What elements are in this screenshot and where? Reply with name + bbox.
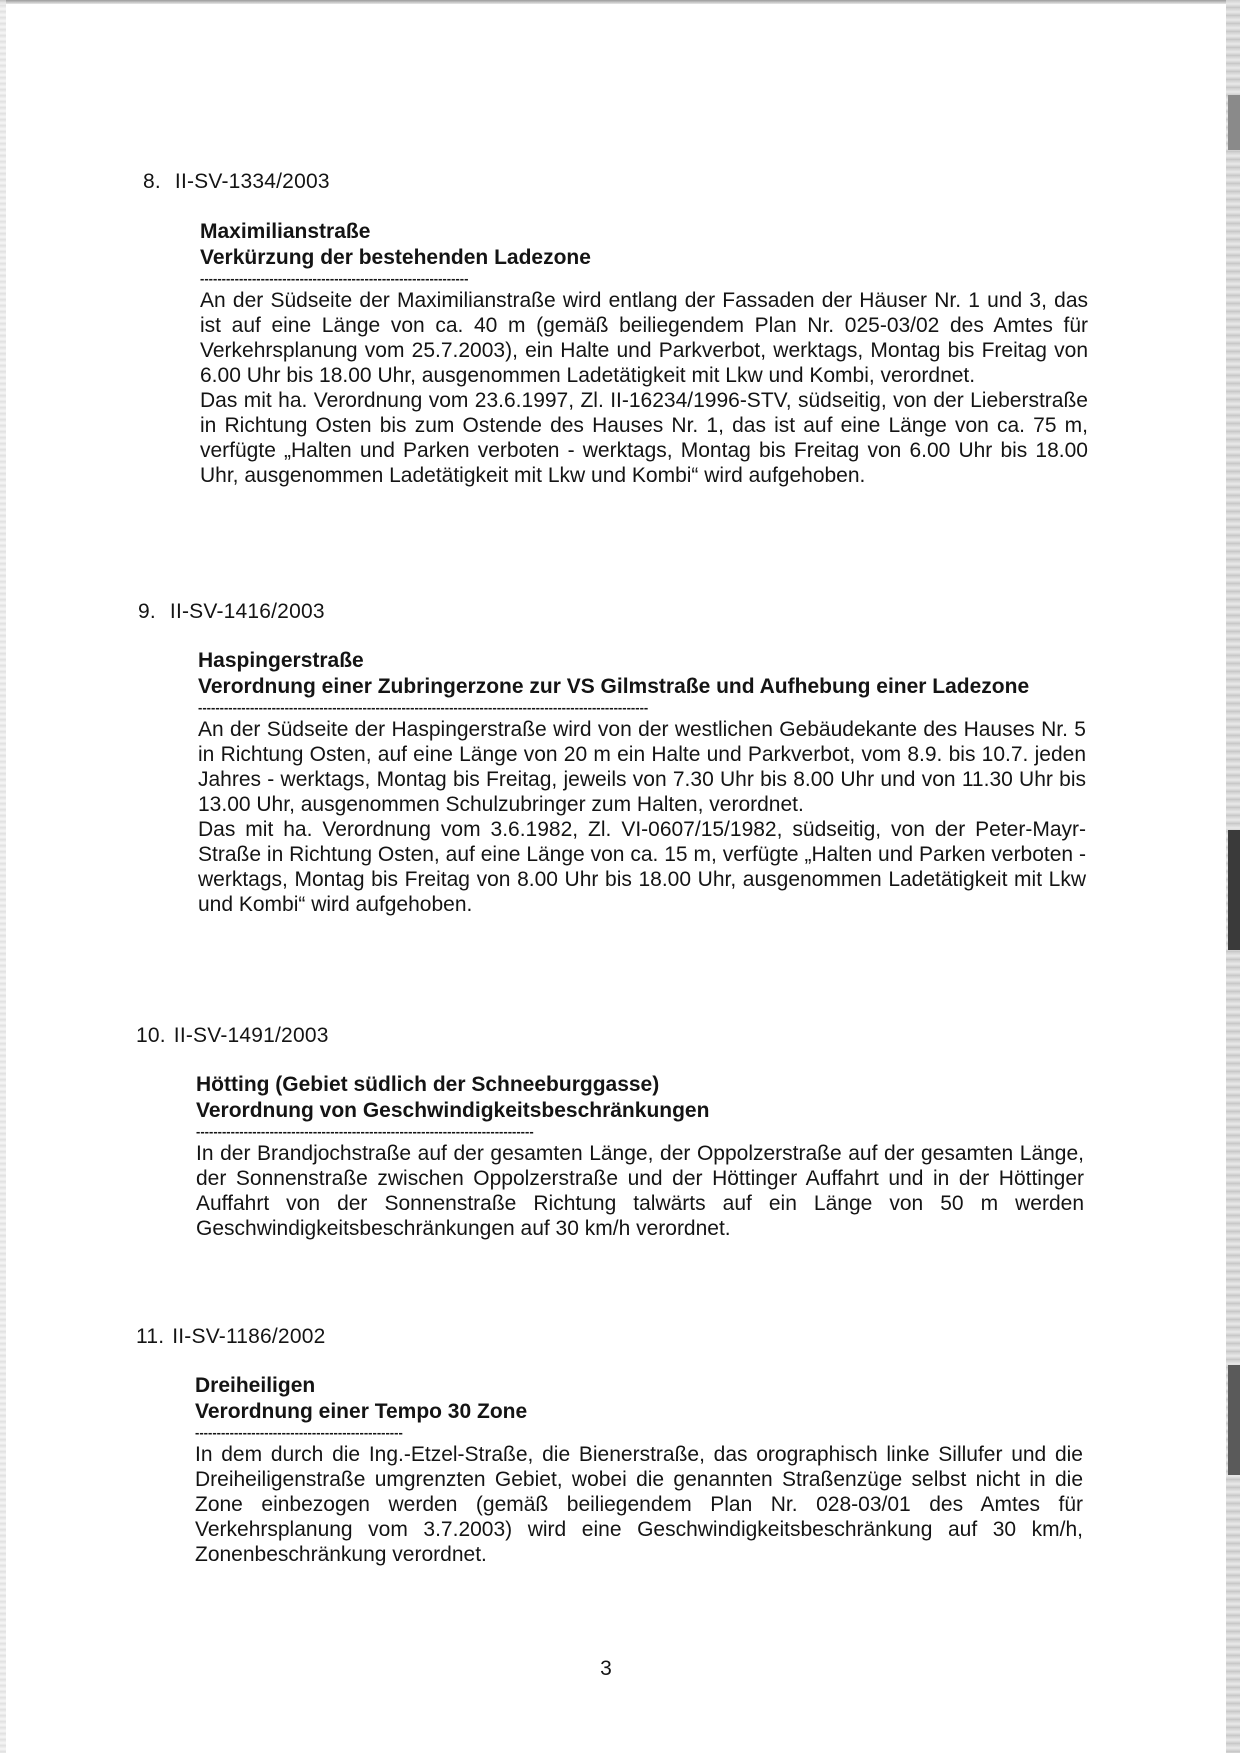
- body-paragraph: In der Brandjochstraße auf der gesamten Länge, der Oppolzerstraße auf der gesamten Länge, der Sonnenstraße zwischen Oppolzerstraße und der Höttinger Auffahrt und in der Höttinger Auffahrt von der Sonnenstraße Richtung talwärts auf ein Länge von 50 m werden Geschwindigkeitsbeschränkungen auf 30 km/h verordnet.: [196, 1142, 1084, 1240]
- body-paragraph: In dem durch die Ing.-Etzel-Straße, die Bienerstraße, das orographisch linke Sillufer und die Dreiheiligenstraße umgrenzten Gebiet, wobei die genannten Straßenzüge selbst nicht in die Zone einbezogen werden (gemäß beiliegendem Plan Nr. 028-03/01 des Amtes für Verkehrsplanung vom 3.7.2003) wird eine Geschwindigkeitsbeschränkung auf 30 km/h, Zonenbeschränkung verordnet.: [195, 1443, 1083, 1566]
- item-subtitle: Verordnung von Geschwindigkeitsbeschränkungen: [196, 1099, 710, 1122]
- scan-mark: [1228, 95, 1240, 150]
- title-underline: ------------------------------------------------: [195, 1426, 403, 1440]
- item-body: [196, 1141, 1084, 1241]
- body-paragraph: Das mit ha. Verordnung vom 3.6.1982, Zl. VI-0607/15/1982, südseitig, von der Peter-Mayr-Straße in Richtung Osten, auf eine Länge von ca. 15 m, verfügte „Halten und Parken verboten - werktags, Montag bis Freitag von 8.00 Uhr bis 18.00 Uhr, ausgenommen Ladetätigkeit mit Lkw und Kombi“ wird aufgehoben.: [198, 818, 1086, 916]
- item-title: Dreiheiligen: [195, 1374, 316, 1397]
- item-reference-code: II-SV-1334/2003: [174, 170, 330, 193]
- item-body: [200, 288, 1088, 488]
- page-number: 3: [600, 1657, 612, 1680]
- title-underline: --------------------------------------------------------------------------------------------------------: [198, 701, 649, 715]
- scan-mark: [1228, 830, 1240, 950]
- body-paragraph: Das mit ha. Verordnung vom 23.6.1997, Zl. II-16234/1996-STV, südseitig, von der Lieberstraße in Richtung Osten bis zum Ostende des Hauses Nr. 1, das ist auf eine Länge von ca. 75 m, verfügte „Halten und Parken verboten - werktags, Montag bis Freitag von 6.00 Uhr bis 18.00 Uhr, ausgenommen Ladetätigkeit mit Lkw und Kombi“ wird aufgehoben.: [200, 389, 1088, 487]
- item-number: 10.: [136, 1024, 166, 1047]
- item-block-10: [196, 1072, 1084, 1241]
- item-block-8: [200, 219, 1088, 488]
- item-subtitle: Verordnung einer Zubringerzone zur VS Gilmstraße und Aufhebung einer Ladezone: [198, 675, 1030, 698]
- item-subtitle: Verkürzung der bestehenden Ladezone: [200, 246, 591, 269]
- item-body: [195, 1442, 1083, 1567]
- item-reference-code: II-SV-1186/2002: [172, 1325, 326, 1348]
- scan-edge-top: [0, 0, 1240, 4]
- body-paragraph: An der Südseite der Maximilianstraße wird entlang der Fassaden der Häuser Nr. 1 und 3, das ist auf eine Länge von ca. 40 m (gemäß beiliegendem Plan Nr. 025-03/02 des Amtes für Verkehrsplanung vom 25.7.2003), ein Halte und Parkverbot, werktags, Montag bis Freitag von 6.00 Uhr bis 18.00 Uhr, ausgenommen Ladetätigkeit mit Lkw und Kombi, verordnet.: [200, 289, 1088, 387]
- item-reference-code: II-SV-1416/2003: [169, 600, 325, 623]
- item-block-11: [195, 1373, 1083, 1567]
- item-heading-11: [136, 1325, 325, 1349]
- scan-edge-left: [0, 0, 6, 1753]
- item-number: 9.: [138, 600, 156, 623]
- item-heading-8: [143, 170, 330, 194]
- title-underline: ------------------------------------------------------------------------------: [196, 1125, 534, 1139]
- item-block-9: [198, 648, 1086, 917]
- body-paragraph: An der Südseite der Haspingerstraße wird von der westlichen Gebäudekante des Hauses Nr. 5 in Richtung Osten, auf eine Länge von 20 m ein Halte und Parkverbot, vom 8.9. bis 10.7. jeden Jahres - werktags, Montag bis Freitag, jeweils von 7.30 Uhr bis 8.00 Uhr und von 11.30 Uhr bis 13.00 Uhr, ausgenommen Schulzubringer zum Halten, verordnet.: [198, 718, 1086, 816]
- item-reference-code: II-SV-1491/2003: [173, 1024, 329, 1047]
- item-body: [198, 717, 1086, 917]
- title-underline: --------------------------------------------------------------: [200, 272, 469, 286]
- item-number: 11.: [136, 1325, 165, 1348]
- item-title: Haspingerstraße: [198, 649, 364, 672]
- item-title: Maximilianstraße: [200, 220, 371, 243]
- item-subtitle: Verordnung einer Tempo 30 Zone: [195, 1400, 528, 1423]
- scan-mark: [1228, 1365, 1240, 1475]
- item-heading-9: [138, 600, 325, 624]
- item-heading-10: [136, 1024, 329, 1048]
- item-title: Hötting (Gebiet südlich der Schneeburggasse): [196, 1073, 660, 1096]
- item-number: 8.: [143, 170, 161, 193]
